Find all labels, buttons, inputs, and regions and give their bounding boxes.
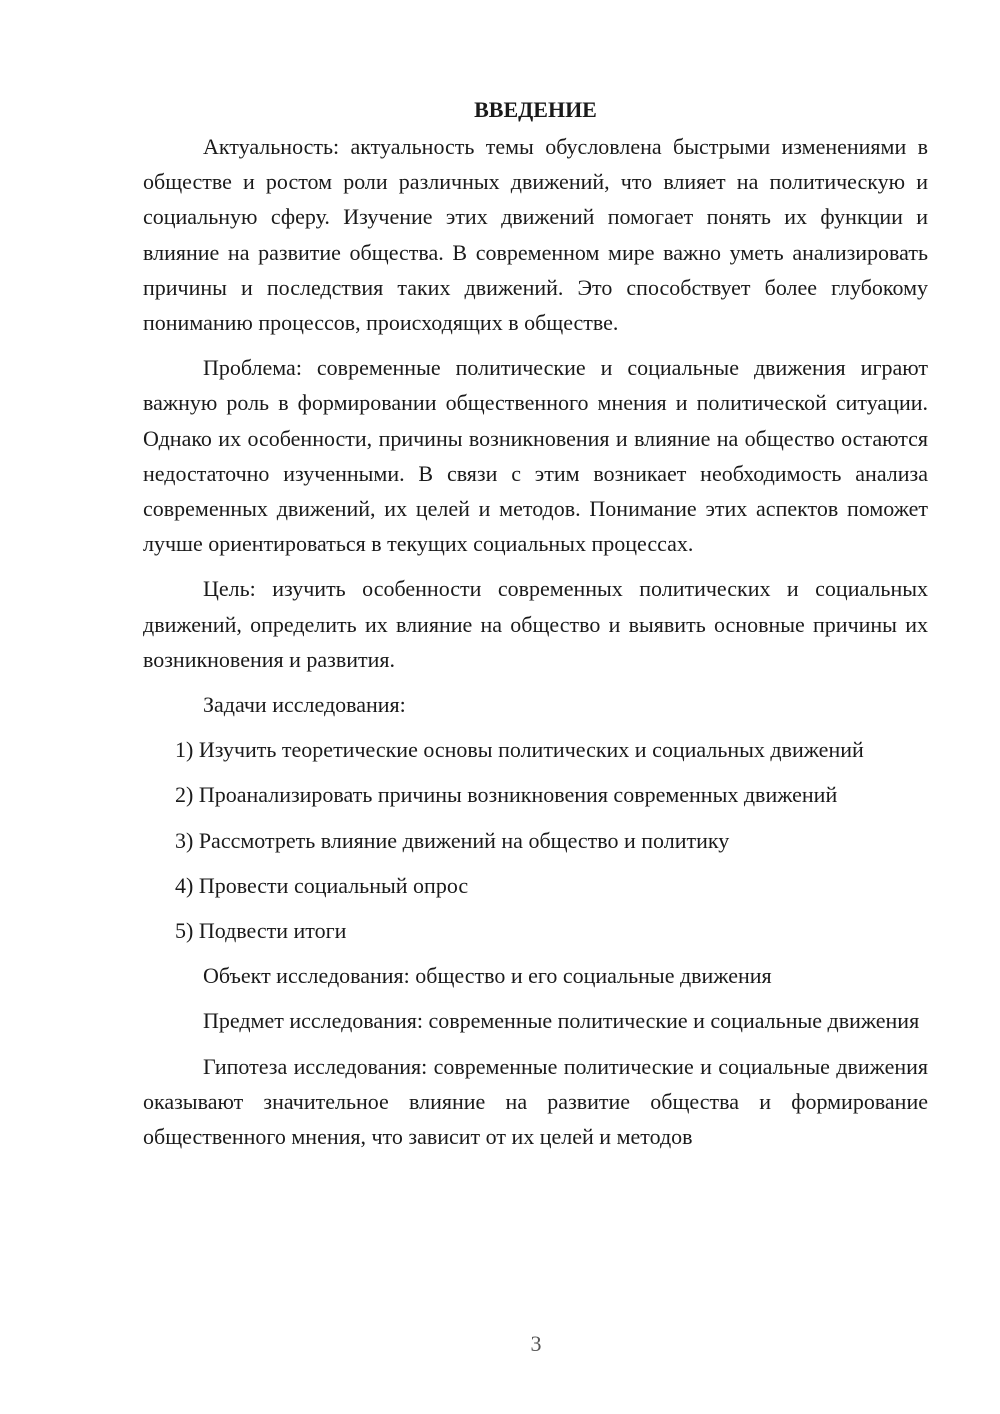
task-item-2: 2) Проанализировать причины возникновения современных движений [175,782,838,808]
task-item-1: 1) Изучить теоретические основы политических и социальных движений [175,737,864,763]
paragraph-relevance: Актуальность: актуальность темы обусловлена быстрыми изменениями в обществе и ростом роли различных движений, что влияет на политическую и социальную сферу. Изучение этих движений помогает понять их функции и влияние на развитие общества. В современном мире важно уметь анализировать причины и последствия таких движений. Это способствует более глубокому пониманию процессов, происходящих в обществе. [143,134,928,336]
paragraph-object: Объект исследования: общество и его социальные движения [203,963,772,989]
paragraph-subject: Предмет исследования: современные политические и социальные движения [203,1008,920,1034]
document-page [143,92,928,1164]
task-item-3: 3) Рассмотреть влияние движений на общество и политику [175,827,730,853]
tasks-heading: Задачи исследования: [203,692,406,718]
page-number: 3 [530,1331,542,1356]
document-title: ВВЕДЕНИЕ [474,97,597,122]
paragraph-hypothesis: Гипотеза исследования: современные политические и социальные движения оказывают значительное влияние на развитие общества и формирование общественного мнения, что зависит от их целей и методов [143,1053,928,1150]
paragraph-problem: Проблема: современные политические и социальные движения играют важную роль в формировании общественного мнения и политической ситуации. Однако их особенности, причины возникновения и влияние на общество остаются недостаточно изученными. В связи с этим возникает необходимость анализа современных движений, их целей и методов. Понимание этих аспектов поможет лучше ориентироваться в текущих социальных процессах. [143,355,928,557]
task-item-4: 4) Провести социальный опрос [175,872,469,898]
task-item-5: 5) Подвести итоги [175,918,347,944]
paragraph-goal: Цель: изучить особенности современных политических и социальных движений, определить их влияние на общество и выявить основные причины их возникновения и развития. [143,576,928,672]
